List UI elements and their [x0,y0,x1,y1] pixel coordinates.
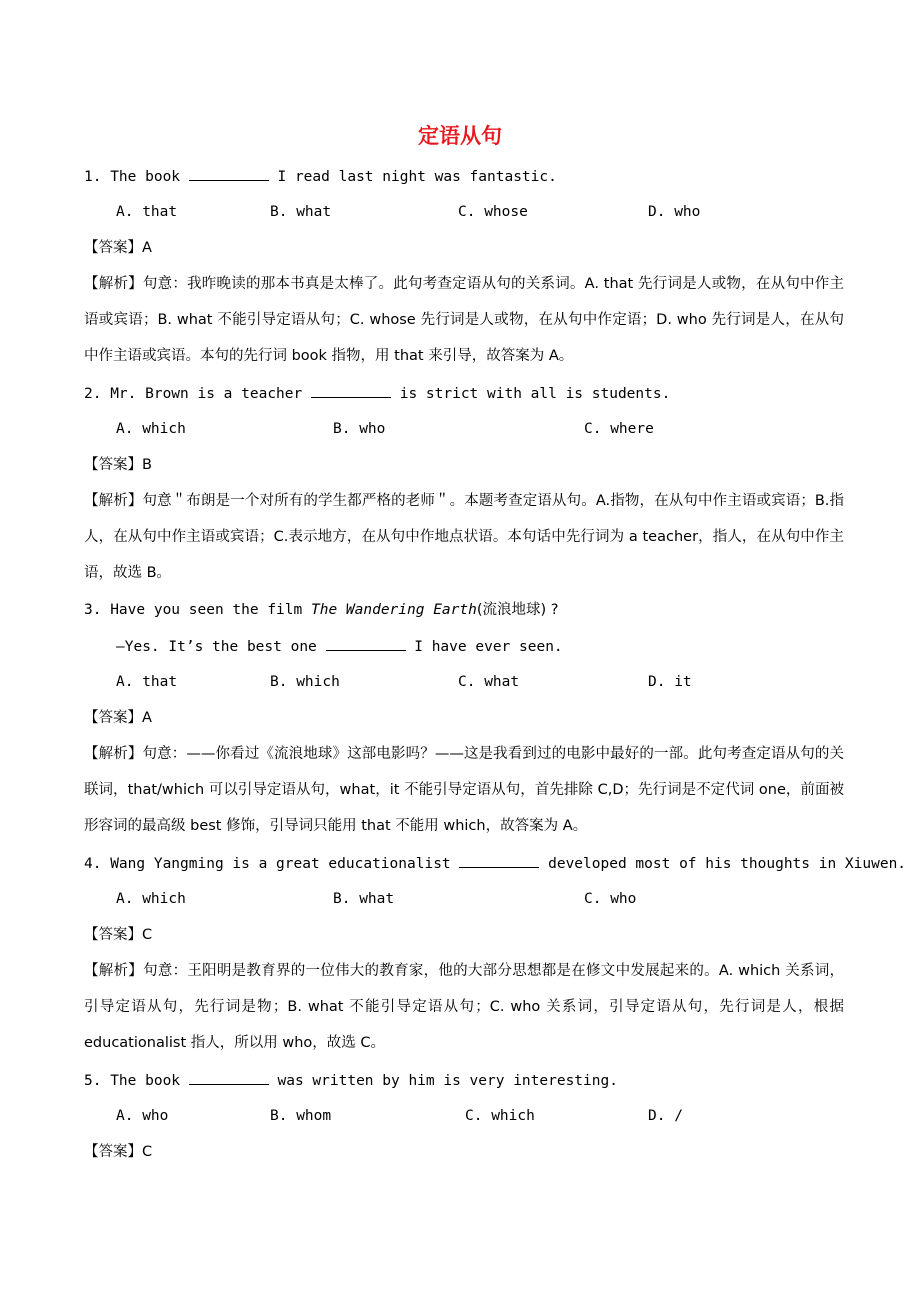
question-3-reply [116,636,563,657]
question-2-analysis: 【解析】句意＂布朗是一个对所有的学生都严格的老师＂。本题考查定语从句。A.指物，在从句中作主语或宾语；B.指人，在从句中作主语或宾语；C.表示地方，在从句中作地点状语。本句话中先行词为 a teacher，指人，在从句中作主语，故选 B。 [84,493,844,581]
question-5-answer: 【答案】C [84,1144,153,1160]
question-2-option-b: B. who [333,421,386,437]
question-2-stem [84,383,670,404]
question-3-analysis: 【解析】句意：——你看过《流浪地球》这部电影吗？——这是我看到过的电影中最好的一部。此句考查定语从句的关联词，that/which 可以引导定语从句，what，it 不能引导定语从句，首先排除 C,D；先行词是不定代词 one，前面被形容词的最高级 best 修饰，引导词只能用 that 不能用 which，故答案为 A。 [84,746,844,834]
question-2-blank [311,383,391,398]
question-3-option-d: D. it [648,674,692,690]
question-2-option-c: C. where [584,421,654,437]
question-3-stem-start: 3. Have you seen the film [84,602,311,618]
question-4-option-c: C. who [584,891,637,907]
question-1-option-a: A. that [116,204,178,220]
question-4-analysis: 【解析】句意：王阳明是教育界的一位伟大的教育家，他的大部分思想都是在修文中发展起来的。A. which 关系词，引导定语从句，先行词是物；B. what 不能引导定语从句；C. who 关系词，引导定语从句，先行词是人，根据 educationalist 指人，所以用 who，故选 C。 [84,963,844,1051]
question-2-stem-end: is strict with all is students. [390,386,671,402]
question-5-option-a: A. who [116,1108,169,1124]
question-4-blank [459,853,539,868]
question-2-stem-start: 2. Mr. Brown is a teacher [84,386,311,402]
question-3-option-a: A. that [116,674,178,690]
question-1-stem [84,166,557,187]
question-1-stem-end: I read last night was fantastic. [268,169,557,185]
question-1-option-c: C. whose [458,204,528,220]
question-5-blank [189,1070,269,1085]
question-4-stem-start: 4. Wang Yangming is a great educationalist [84,856,460,872]
question-1-blank [189,166,269,181]
question-3-reply-start: —Yes. It’s the best one [116,639,326,655]
question-2-answer: 【答案】B [84,457,152,473]
question-5-stem-end: was written by him is very interesting. [268,1073,618,1089]
question-3-answer: 【答案】A [84,710,152,726]
question-5-option-d: D. / [648,1108,683,1124]
question-3-option-b: B. which [270,674,340,690]
page-title: 定语从句 [418,124,502,148]
question-1-option-b: B. what [270,204,332,220]
question-1-analysis: 【解析】句意：我昨晚读的那本书真是太棒了。此句考查定语从句的关系词。A. that 先行词是人或物，在从句中作主语或宾语；B. what 不能引导定语从句；C. whose 先行词是人或物，在从句中作定语；D. who 先行词是人，在从句中作主语或宾语。本句的先行词 book 指物，用 that 来引导，故答案为 A。 [84,276,844,364]
question-3-blank [326,636,406,651]
question-4-option-a: A. which [116,891,186,907]
question-1-option-d: D. who [648,204,701,220]
question-5-option-c: C. which [465,1108,535,1124]
question-3-reply-end: I have ever seen. [405,639,563,655]
question-4-answer: 【答案】C [84,927,153,943]
question-4-option-b: B. what [333,891,395,907]
question-4-stem [84,853,906,874]
question-1-answer: 【答案】A [84,240,152,256]
question-1-stem-start: 1. The book [84,169,189,185]
question-5-stem-start: 5. The book [84,1073,189,1089]
question-5-option-b: B. whom [270,1108,332,1124]
question-3-stem-end: (流浪地球) ? [476,602,559,618]
question-3-option-c: C. what [458,674,520,690]
question-4-stem-end: developed most of his thoughts in Xiuwen. [539,856,907,872]
question-5-stem [84,1070,618,1091]
question-2-option-a: A. which [116,421,186,437]
question-3-stem [84,600,558,620]
question-3-film-title: The Wandering Earth [310,602,477,618]
